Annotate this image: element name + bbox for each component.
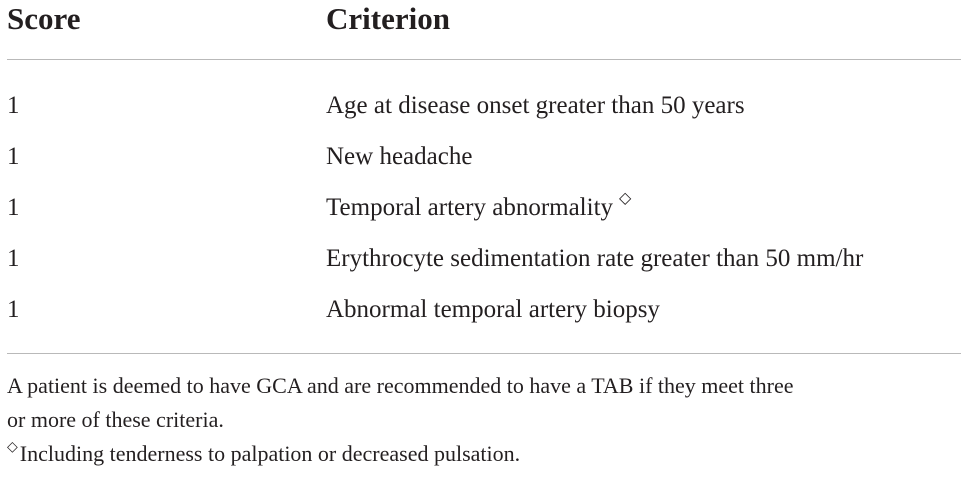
score-cell: 1 — [7, 143, 20, 170]
diamond-footnote-icon: ◇ — [7, 439, 18, 455]
table-row — [0, 284, 968, 335]
criterion-cell — [326, 284, 660, 335]
header-score: Score — [7, 1, 81, 36]
bottom-divider — [7, 353, 961, 354]
footnote-diamond-text: Including tenderness to palpation or decreased pulsation. — [19, 441, 521, 466]
criterion-text: Abnormal temporal artery biopsy — [326, 296, 660, 323]
footnote-line-2: or more of these criteria. — [7, 407, 224, 432]
criterion-cell — [326, 131, 472, 182]
criterion-text: Temporal artery abnormality — [326, 194, 614, 221]
criterion-text: New headache — [326, 143, 473, 170]
diamond-footnote-icon: ◇ — [619, 188, 632, 207]
criterion-cell — [326, 80, 745, 131]
table-row — [0, 233, 968, 284]
table-footnotes — [7, 369, 965, 474]
footnote-diamond — [7, 437, 965, 474]
criterion-cell — [326, 233, 863, 284]
table-row — [0, 80, 968, 131]
table-row — [0, 131, 968, 182]
header-criterion: Criterion — [326, 1, 450, 36]
criterion-text: Age at disease onset greater than 50 years — [326, 92, 745, 119]
score-cell: 1 — [7, 296, 20, 323]
top-divider — [7, 59, 961, 60]
criterion-cell — [326, 182, 631, 235]
score-cell: 1 — [7, 245, 20, 272]
score-cell: 1 — [7, 194, 20, 221]
criterion-text: Erythrocyte sedimentation rate greater than 50 mm/hr — [326, 245, 864, 272]
footnote-line-1: A patient is deemed to have GCA and are recommended to have a TAB if they meet three — [7, 373, 794, 398]
score-cell: 1 — [7, 92, 20, 119]
table-row — [0, 182, 968, 233]
table-body — [0, 80, 968, 335]
table-header — [0, 0, 968, 60]
